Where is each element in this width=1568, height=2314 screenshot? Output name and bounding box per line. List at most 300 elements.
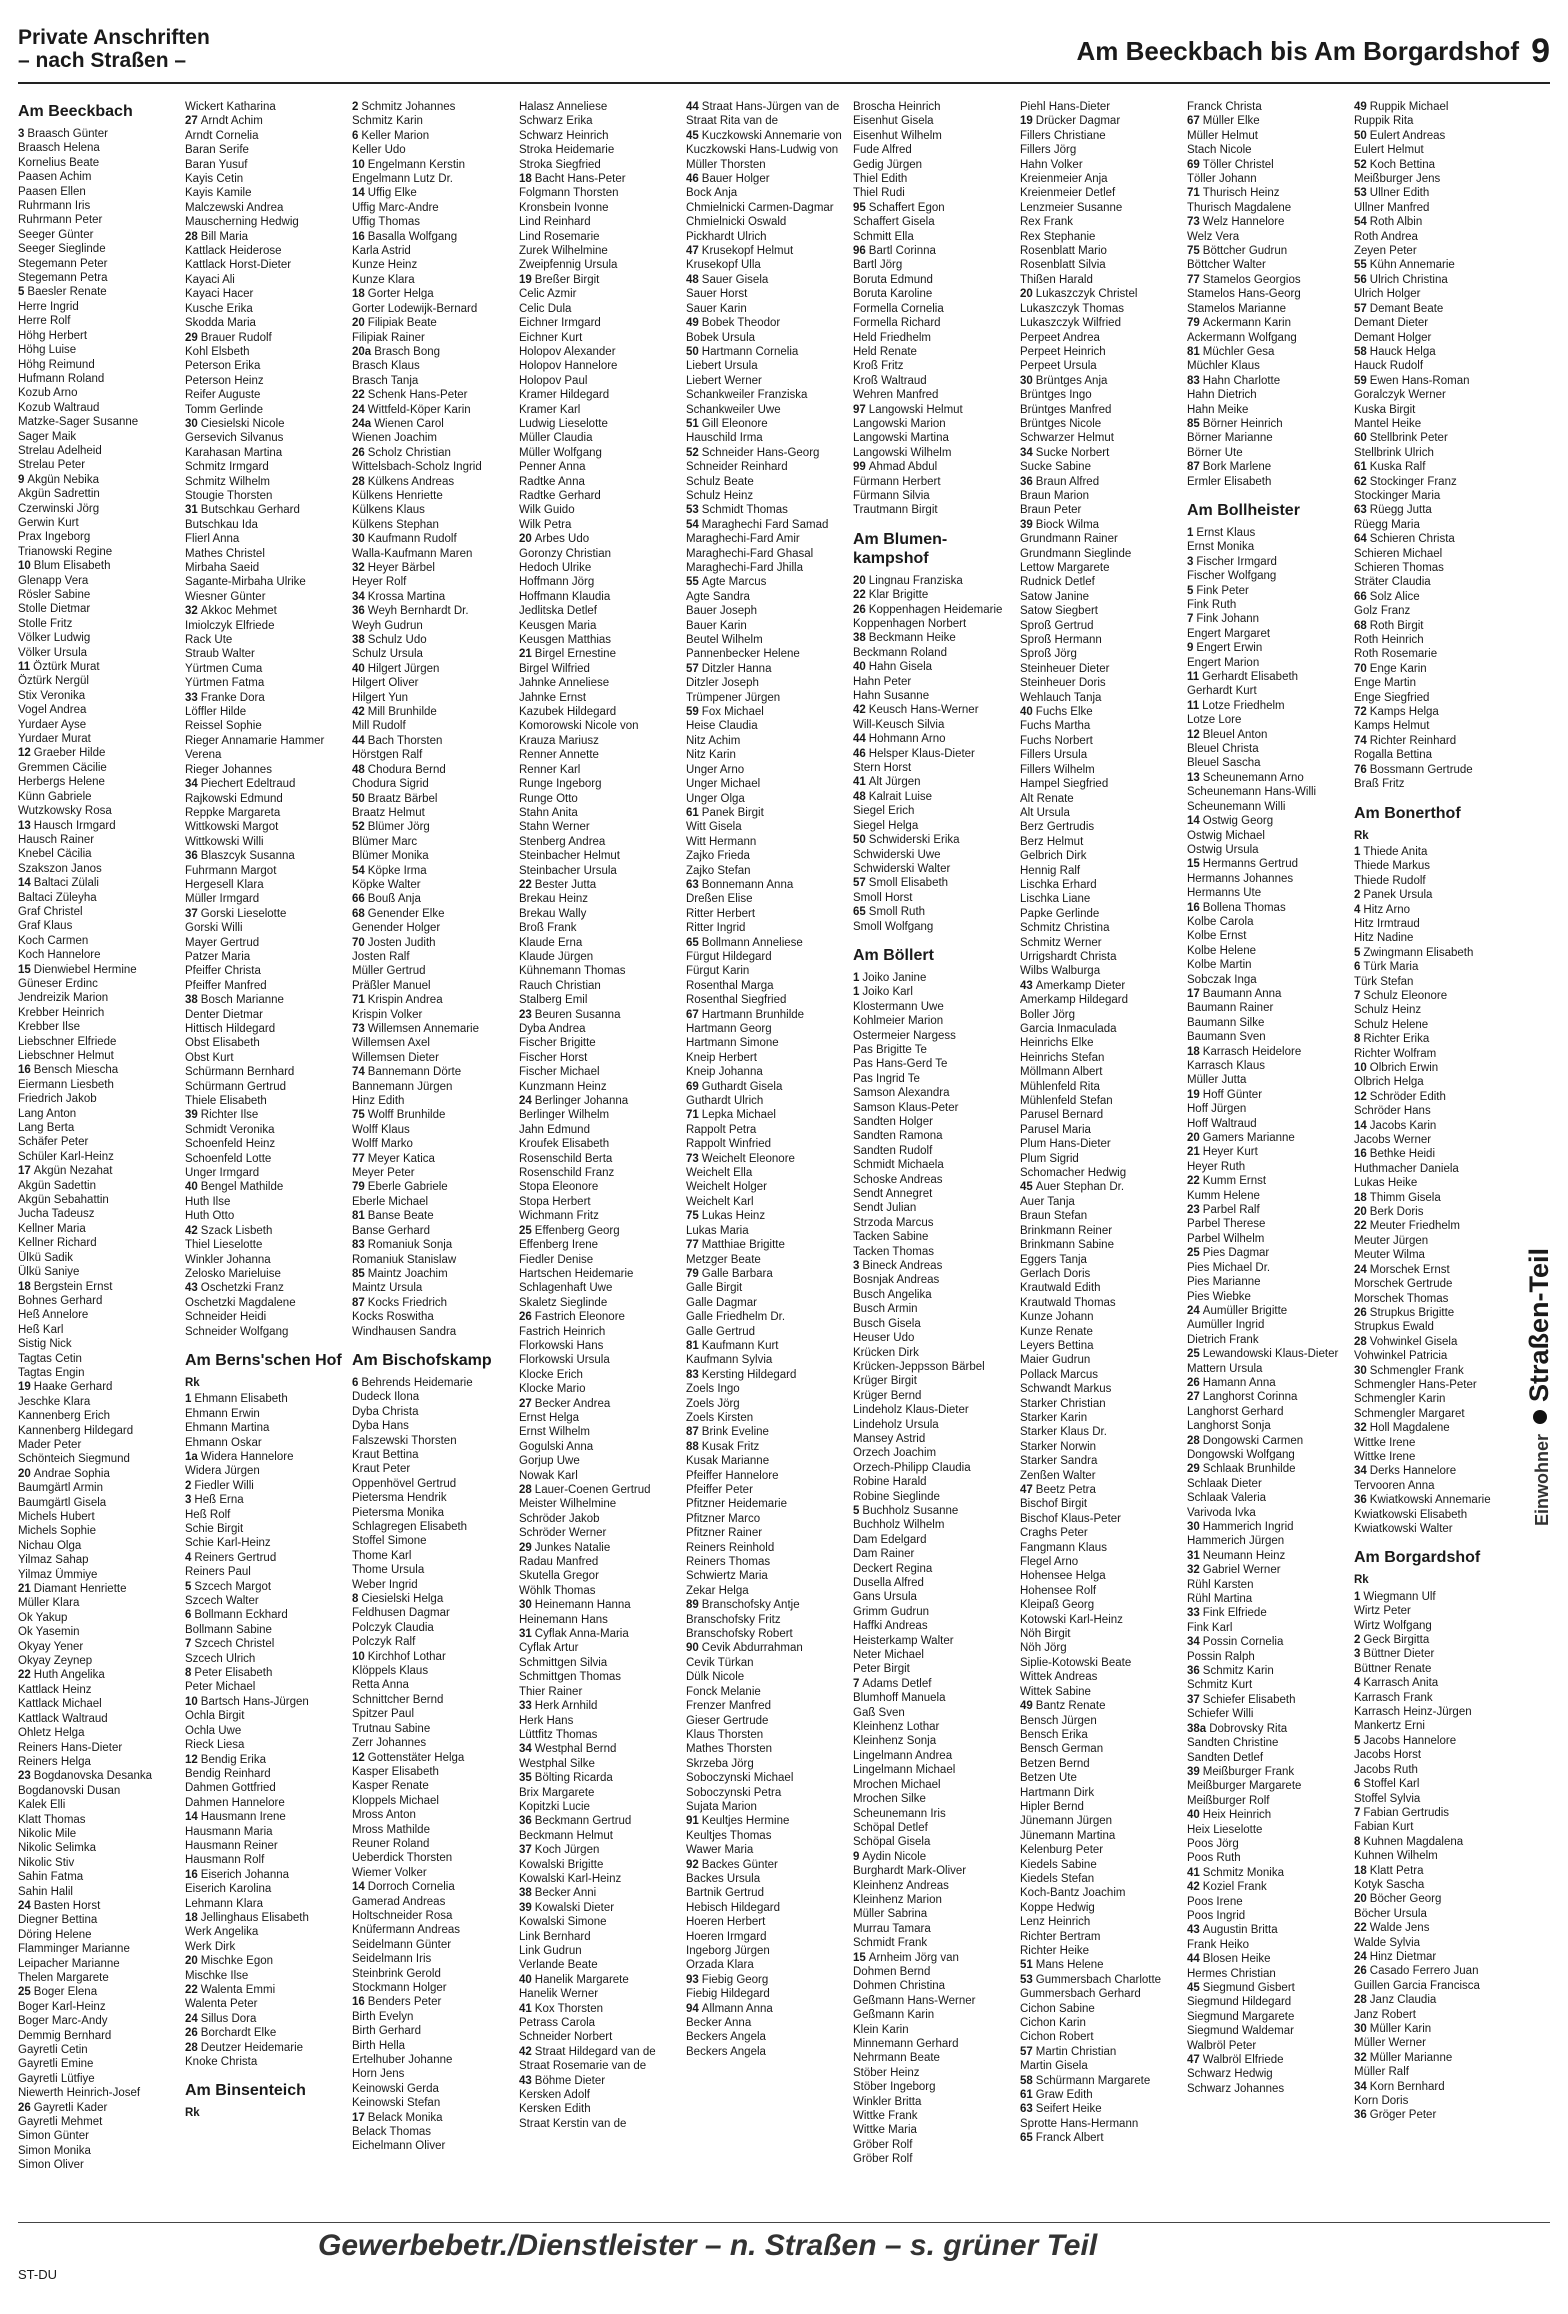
house-number: 22: [185, 1984, 198, 1996]
resident-entry: [352, 1938, 511, 1952]
resident-name: Hoff Jürgen: [1187, 1103, 1247, 1116]
resident-name: Klaude Jürgen: [519, 950, 594, 963]
resident-entry: [1187, 728, 1346, 742]
resident-entry: [1187, 1290, 1346, 1304]
resident-name: Polczyk Claudia: [352, 1621, 434, 1634]
resident-entry: [1354, 1820, 1513, 1834]
resident-name: Bengel Mathilde: [200, 1181, 284, 1194]
resident-name: Perpeet Heinrich: [1020, 345, 1106, 358]
resident-name: Gelbrich Dirk: [1020, 850, 1087, 863]
resident-name: Bossmann Gertrude: [1369, 763, 1473, 776]
resident-name: Bischof Klaus-Peter: [1020, 1512, 1121, 1525]
resident-entry: [686, 1915, 845, 1929]
resident-name: Bobek Theodor: [701, 317, 781, 330]
resident-name: Reiners Hans-Dieter: [18, 1741, 123, 1754]
resident-entry: [352, 518, 511, 532]
resident-entry: [519, 1339, 678, 1353]
resident-entry: [686, 1987, 845, 2001]
house-number: 20: [1020, 288, 1033, 301]
resident-name: Dyba Hans: [352, 1420, 409, 1433]
resident-entry: [1354, 1878, 1513, 1892]
resident-entry: [185, 489, 344, 503]
resident-name: Aumüller Ingrid: [1187, 1319, 1265, 1332]
resident-entry: [352, 446, 511, 460]
resident-entry: [1354, 874, 1513, 888]
resident-entry: [18, 1323, 177, 1337]
resident-name: Fink Peter: [1196, 584, 1249, 597]
house-number: 24: [1354, 1263, 1367, 1276]
resident-name: Kowalski Karl-Heinz: [519, 1872, 622, 1885]
resident-entry: [352, 633, 511, 647]
resident-name: Ochla Birgit: [185, 1710, 245, 1723]
resident-name: Kayaci Ali: [185, 273, 235, 286]
resident-entry: [519, 1281, 678, 1295]
resident-entry: [686, 1497, 845, 1511]
resident-entry: [519, 172, 678, 186]
resident-entry: [352, 647, 511, 661]
resident-entry: [352, 1808, 511, 1822]
resident-name: Zoels Jörg: [686, 1397, 740, 1410]
resident-entry: [519, 230, 678, 244]
resident-name: Mrochen Michael: [853, 1778, 941, 1791]
resident-name: Berk Doris: [1369, 1206, 1424, 1219]
resident-name: Sahin Halil: [18, 1885, 73, 1898]
resident-name: Stach Nicole: [1187, 144, 1252, 157]
resident-entry: [1187, 2082, 1346, 2096]
resident-entry: [686, 719, 845, 733]
resident-entry: [853, 1230, 1012, 1244]
resident-name: Patzer Maria: [185, 950, 251, 963]
resident-entry: [686, 331, 845, 345]
resident-name: Kleipaß Georg: [1020, 1599, 1095, 1612]
resident-entry: [185, 748, 344, 762]
resident-entry: [18, 1640, 177, 1654]
resident-entry: [853, 1518, 1012, 1532]
resident-name: Karrasch Heinz-Jürgen: [1354, 1706, 1472, 1719]
resident-name: Kayis Kamile: [185, 187, 252, 200]
resident-entry: [1187, 1333, 1346, 1347]
resident-entry: [18, 1020, 177, 1034]
resident-name: Lenzmeier Susanne: [1020, 201, 1123, 214]
house-number: 85: [352, 1267, 365, 1280]
resident-name: Steinbacher Helmut: [519, 850, 620, 863]
resident-name: Hermanns Gertrud: [1202, 858, 1299, 871]
house-number: 38: [853, 632, 866, 645]
resident-entry: [1354, 388, 1513, 402]
house-number: 14: [1187, 815, 1200, 828]
house-number: 48: [853, 790, 866, 803]
resident-name: Formella Richard: [853, 317, 941, 330]
resident-entry: [853, 1043, 1012, 1057]
resident-entry: [1187, 1751, 1346, 1765]
resident-name: Casado Ferrero Juan: [1369, 1965, 1479, 1978]
resident-name: Zenßen Walter: [1020, 1469, 1096, 1482]
resident-entry: [1020, 114, 1179, 128]
house-number: 30: [1020, 374, 1033, 387]
resident-name: Strelau Peter: [18, 459, 86, 472]
resident-entry: [853, 1965, 1012, 1979]
resident-entry: [18, 1236, 177, 1250]
resident-entry: [1354, 201, 1513, 215]
house-number: 24: [18, 1899, 31, 1912]
resident-entry: [853, 1374, 1012, 1388]
resident-name: Rappolt Petra: [686, 1123, 757, 1136]
resident-entry: [185, 1094, 344, 1108]
resident-entry: [686, 1065, 845, 1079]
resident-name: Hennig Ralf: [1020, 864, 1081, 877]
house-number: 1: [853, 971, 860, 984]
resident-name: Smoll Horst: [853, 891, 913, 904]
resident-entry: [519, 114, 678, 128]
resident-name: Wittke Irene: [1354, 1436, 1416, 1449]
resident-name: Schoenfeld Lotte: [185, 1152, 272, 1165]
resident-entry: [1354, 2051, 1513, 2065]
resident-entry: [686, 1339, 845, 1353]
resident-name: Yurdaer Ayse: [18, 718, 87, 731]
resident-name: Witt Hermann: [686, 835, 757, 848]
house-number: 20: [185, 1955, 198, 1968]
resident-name: Holopov Hannelore: [519, 360, 618, 373]
resident-entry: [519, 215, 678, 229]
resident-name: Richter Heike: [1020, 1945, 1090, 1957]
house-number: 36: [1354, 1494, 1367, 1507]
resident-entry: [185, 676, 344, 690]
resident-name: Öztürk Murat: [33, 661, 100, 674]
resident-entry: [519, 2059, 678, 2073]
resident-entry: [352, 201, 511, 215]
resident-entry: [1020, 186, 1179, 200]
resident-entry: [18, 401, 177, 415]
resident-name: Hammerich Ingrid: [1202, 1521, 1294, 1533]
resident-name: Lüttfitz Thomas: [519, 1728, 598, 1741]
resident-name: Prax Ingeborg: [18, 531, 91, 544]
resident-entry: [1020, 590, 1179, 604]
resident-entry: [18, 1769, 177, 1783]
house-number: 30: [519, 1599, 532, 1612]
resident-name: Krüger Birgit: [853, 1375, 917, 1388]
resident-entry: [1020, 1166, 1179, 1180]
resident-entry: [1187, 857, 1346, 871]
resident-name: Jünemann Martina: [1020, 1829, 1116, 1842]
resident-name: Flierl Anna: [185, 533, 240, 546]
resident-entry: [18, 199, 177, 213]
house-number: 76: [1354, 763, 1367, 776]
resident-entry: [1020, 1670, 1179, 1684]
resident-name: Walla-Kaufmann Maren: [352, 547, 473, 560]
resident-entry: [1187, 958, 1346, 972]
resident-entry: [519, 1238, 678, 1252]
resident-name: Guillen Garcia Francisca: [1354, 1979, 1480, 1992]
resident-entry: [1187, 158, 1346, 172]
resident-name: Pietersma Monika: [352, 1506, 445, 1519]
resident-entry: [686, 748, 845, 762]
resident-entry: [352, 820, 511, 834]
resident-name: Plum Sigrid: [1020, 1152, 1079, 1165]
resident-entry: [185, 273, 344, 287]
resident-entry: [519, 561, 678, 575]
resident-name: Heß Rolf: [185, 1508, 231, 1521]
house-number: 6: [1354, 1778, 1361, 1791]
resident-entry: [1187, 872, 1346, 886]
resident-name: Grundmann Rainer: [1020, 533, 1118, 546]
resident-entry: [18, 545, 177, 559]
resident-entry: [1020, 2059, 1179, 2073]
resident-name: Eisenhut Wilhelm: [853, 129, 942, 142]
house-number: 77: [352, 1152, 365, 1165]
house-number: 13: [18, 819, 31, 832]
resident-name: Sauer Karin: [686, 302, 747, 315]
resident-entry: [853, 100, 1012, 114]
resident-name: Brasch Klaus: [352, 360, 420, 373]
house-number: 83: [1187, 374, 1200, 387]
resident-entry: [519, 100, 678, 114]
resident-name: Sandten Holger: [853, 1116, 933, 1128]
resident-name: Walde Sylvia: [1354, 1936, 1421, 1949]
resident-name: Galle Dagmar: [686, 1296, 757, 1309]
house-number: 32: [1354, 1422, 1367, 1435]
resident-entry: [1020, 1022, 1179, 1036]
resident-name: Ulrich Christina: [1369, 273, 1448, 286]
resident-entry: [1020, 878, 1179, 892]
resident-entry: [18, 1251, 177, 1265]
resident-name: Trümpener Jürgen: [686, 691, 781, 704]
resident-name: Köpke Irma: [367, 864, 427, 877]
resident-entry: [686, 763, 845, 777]
resident-entry: [853, 1619, 1012, 1633]
house-number: 28: [1354, 1335, 1367, 1348]
resident-name: Schmengler Karin: [1354, 1393, 1446, 1406]
house-number: 56: [1354, 273, 1367, 286]
house-number: 1: [1354, 1590, 1361, 1603]
resident-entry: [185, 475, 344, 489]
resident-entry: [18, 1928, 177, 1942]
resident-name: Unger Olga: [686, 792, 745, 805]
resident-name: Schmittgen Thomas: [519, 1671, 622, 1684]
resident-entry: [1020, 287, 1179, 301]
resident-name: Kotyk Sascha: [1354, 1878, 1425, 1891]
resident-name: Walenta Peter: [185, 1998, 258, 2011]
resident-entry: [1354, 532, 1513, 546]
resident-name: Michels Hubert: [18, 1511, 95, 1523]
resident-entry: [185, 892, 344, 906]
resident-entry: [853, 1432, 1012, 1446]
resident-entry: [1187, 944, 1346, 958]
resident-entry: [1020, 1325, 1179, 1339]
resident-name: Ruhrmann Iris: [18, 200, 91, 213]
house-number: 31: [185, 504, 198, 517]
resident-name: Peter Birgit: [853, 1663, 910, 1676]
resident-entry: [18, 1380, 177, 1394]
house-number: 19: [519, 273, 532, 286]
resident-name: Geck Birgitta: [1363, 1634, 1430, 1647]
resident-entry: [519, 1829, 678, 1843]
resident-entry: [352, 878, 511, 892]
resident-name: Müller Wolfgang: [519, 446, 602, 459]
house-number: 40: [352, 662, 365, 675]
resident-entry: [352, 1837, 511, 1851]
resident-name: Allmann Anna: [701, 2002, 773, 2015]
resident-entry: [519, 1569, 678, 1583]
resident-name: Wolff Brunhilde: [367, 1109, 446, 1122]
house-number: 3: [853, 1260, 860, 1273]
resident-name: Jacobs Karin: [1369, 1119, 1437, 1132]
house-number: 28: [185, 230, 198, 243]
resident-entry: [1020, 388, 1179, 402]
resident-name: Bergstein Ernst: [33, 1280, 113, 1293]
resident-entry: [1354, 1763, 1513, 1777]
resident-name: Hilgert Yun: [352, 691, 409, 704]
resident-name: Liebert Ursula: [686, 360, 758, 373]
resident-entry: [686, 1411, 845, 1425]
resident-entry: [519, 1296, 678, 1310]
resident-entry: [519, 878, 678, 892]
resident-entry: [185, 1267, 344, 1281]
resident-name: Müller Thorsten: [686, 158, 766, 171]
resident-name: Agte Marcus: [701, 576, 767, 589]
resident-entry: [18, 1222, 177, 1236]
resident-name: Wöhlk Thomas: [519, 1584, 596, 1597]
resident-entry: [853, 617, 1012, 631]
resident-entry: [853, 374, 1012, 388]
resident-entry: [352, 1253, 511, 1267]
resident-name: Hanelik Werner: [519, 1988, 599, 2001]
resident-name: Bork Marlene: [1202, 461, 1272, 474]
resident-entry: [1354, 2065, 1513, 2079]
resident-name: Nichau Olga: [18, 1539, 82, 1552]
resident-name: Ehmann Oskar: [185, 1436, 262, 1449]
resident-name: Schoske Andreas: [853, 1173, 943, 1186]
resident-entry: [185, 1695, 344, 1709]
resident-name: Runge Otto: [519, 792, 578, 805]
resident-entry: [1354, 1835, 1513, 1849]
resident-entry: [519, 1944, 678, 1958]
resident-name: Hitz Irmtraud: [1354, 917, 1420, 930]
resident-name: Lindeholz Ursula: [853, 1418, 939, 1431]
resident-name: Wichmann Fritz: [519, 1210, 599, 1223]
resident-entry: [519, 446, 678, 460]
street-heading: Am Bonerthof: [1354, 804, 1461, 822]
resident-entry: [1354, 619, 1513, 633]
resident-entry: [1020, 1699, 1179, 1713]
resident-entry: [1354, 1676, 1513, 1690]
resident-name: Kusche Erika: [185, 302, 253, 315]
resident-entry: [352, 2010, 511, 2024]
house-number: 26: [1187, 1376, 1200, 1389]
resident-name: Schmitz Karin: [352, 115, 423, 128]
resident-entry: [18, 1452, 177, 1466]
resident-entry: [352, 143, 511, 157]
resident-name: Klatt Petra: [1369, 1864, 1424, 1877]
resident-entry: [352, 215, 511, 229]
resident-entry: [1187, 460, 1346, 474]
resident-name: Gorski Willi: [185, 922, 243, 935]
resident-entry: [352, 1549, 511, 1563]
resident-entry: [1354, 1734, 1513, 1748]
resident-entry: [1354, 1590, 1513, 1604]
resident-entry: [686, 835, 845, 849]
resident-entry: [853, 1216, 1012, 1230]
resident-entry: [686, 129, 845, 143]
resident-entry: [519, 619, 678, 633]
resident-name: Geßmann Karin: [853, 2009, 935, 2022]
resident-entry: [686, 619, 845, 633]
resident-name: Böttcher Gudrun: [1202, 245, 1288, 258]
resident-name: Florkowski Ursula: [519, 1354, 610, 1367]
resident-entry: [519, 1958, 678, 1972]
resident-entry: [686, 1094, 845, 1108]
resident-name: Maintz Joachim: [367, 1267, 448, 1280]
resident-name: Thome Karl: [352, 1549, 412, 1562]
house-number: 3: [18, 128, 25, 140]
house-number: 57: [1354, 302, 1367, 315]
resident-entry: [1020, 374, 1179, 388]
resident-entry: [352, 2111, 511, 2125]
resident-name: Grundmann Sieglinde: [1020, 547, 1132, 560]
resident-entry: [519, 1613, 678, 1627]
street-code: Rk: [185, 2107, 200, 2120]
resident-name: Rieger Annamarie Hammer: [185, 734, 325, 747]
resident-entry: [352, 1606, 511, 1620]
resident-entry: [853, 985, 1012, 999]
resident-entry: [1187, 1347, 1346, 1361]
house-number: 5: [18, 286, 25, 299]
resident-entry: [1354, 1950, 1513, 1964]
house-number: 5: [1354, 1734, 1361, 1747]
resident-name: Plum Hans-Dieter: [1020, 1138, 1111, 1151]
resident-name: Peter Elisabeth: [194, 1667, 273, 1680]
resident-name: Beetz Petra: [1035, 1484, 1096, 1496]
resident-name: Eiermann Liesbeth: [18, 1078, 114, 1091]
resident-name: Sillus Dora: [200, 2012, 257, 2025]
resident-name: Fischer Wolfgang: [1187, 570, 1277, 583]
resident-entry: [853, 2008, 1012, 2022]
resident-name: Türk Maria: [1363, 961, 1419, 974]
resident-name: Koch Carmen: [18, 934, 89, 947]
resident-name: Romaniuk Stanislaw: [352, 1253, 457, 1266]
resident-entry: [1020, 244, 1179, 258]
resident-entry: [1187, 1650, 1346, 1664]
resident-entry: [1354, 2094, 1513, 2108]
resident-entry: [519, 719, 678, 733]
resident-name: Knoke Christa: [185, 2056, 258, 2069]
resident-name: Türk Stefan: [1354, 975, 1414, 988]
resident-entry: [519, 1008, 678, 1022]
resident-entry: [352, 331, 511, 345]
resident-name: Kohlmeier Marion: [853, 1015, 944, 1028]
resident-name: Poos Jörg: [1187, 1837, 1239, 1850]
resident-entry: [18, 1712, 177, 1726]
resident-entry: [519, 604, 678, 618]
resident-entry: [1354, 1436, 1513, 1450]
resident-entry: [686, 1728, 845, 1742]
resident-name: Wilk Petra: [519, 518, 572, 531]
resident-entry: [686, 1656, 845, 1670]
resident-entry: [1354, 662, 1513, 676]
resident-entry: [1187, 1491, 1346, 1505]
resident-name: Bantz Renate: [1035, 1700, 1106, 1713]
resident-entry: [853, 761, 1012, 775]
resident-entry: [519, 763, 678, 777]
resident-name: Herk Arnhild: [534, 1700, 598, 1713]
resident-name: Gummersbach Gerhard: [1020, 1988, 1141, 2001]
resident-name: Kellner Maria: [18, 1222, 86, 1235]
resident-name: Okyay Yener: [18, 1640, 84, 1653]
resident-name: Mühlenfeld Rita: [1020, 1080, 1100, 1093]
resident-entry: [686, 172, 845, 186]
resident-name: Stopa Eleonore: [519, 1181, 599, 1194]
resident-entry: [352, 244, 511, 258]
resident-entry: [519, 1036, 678, 1050]
